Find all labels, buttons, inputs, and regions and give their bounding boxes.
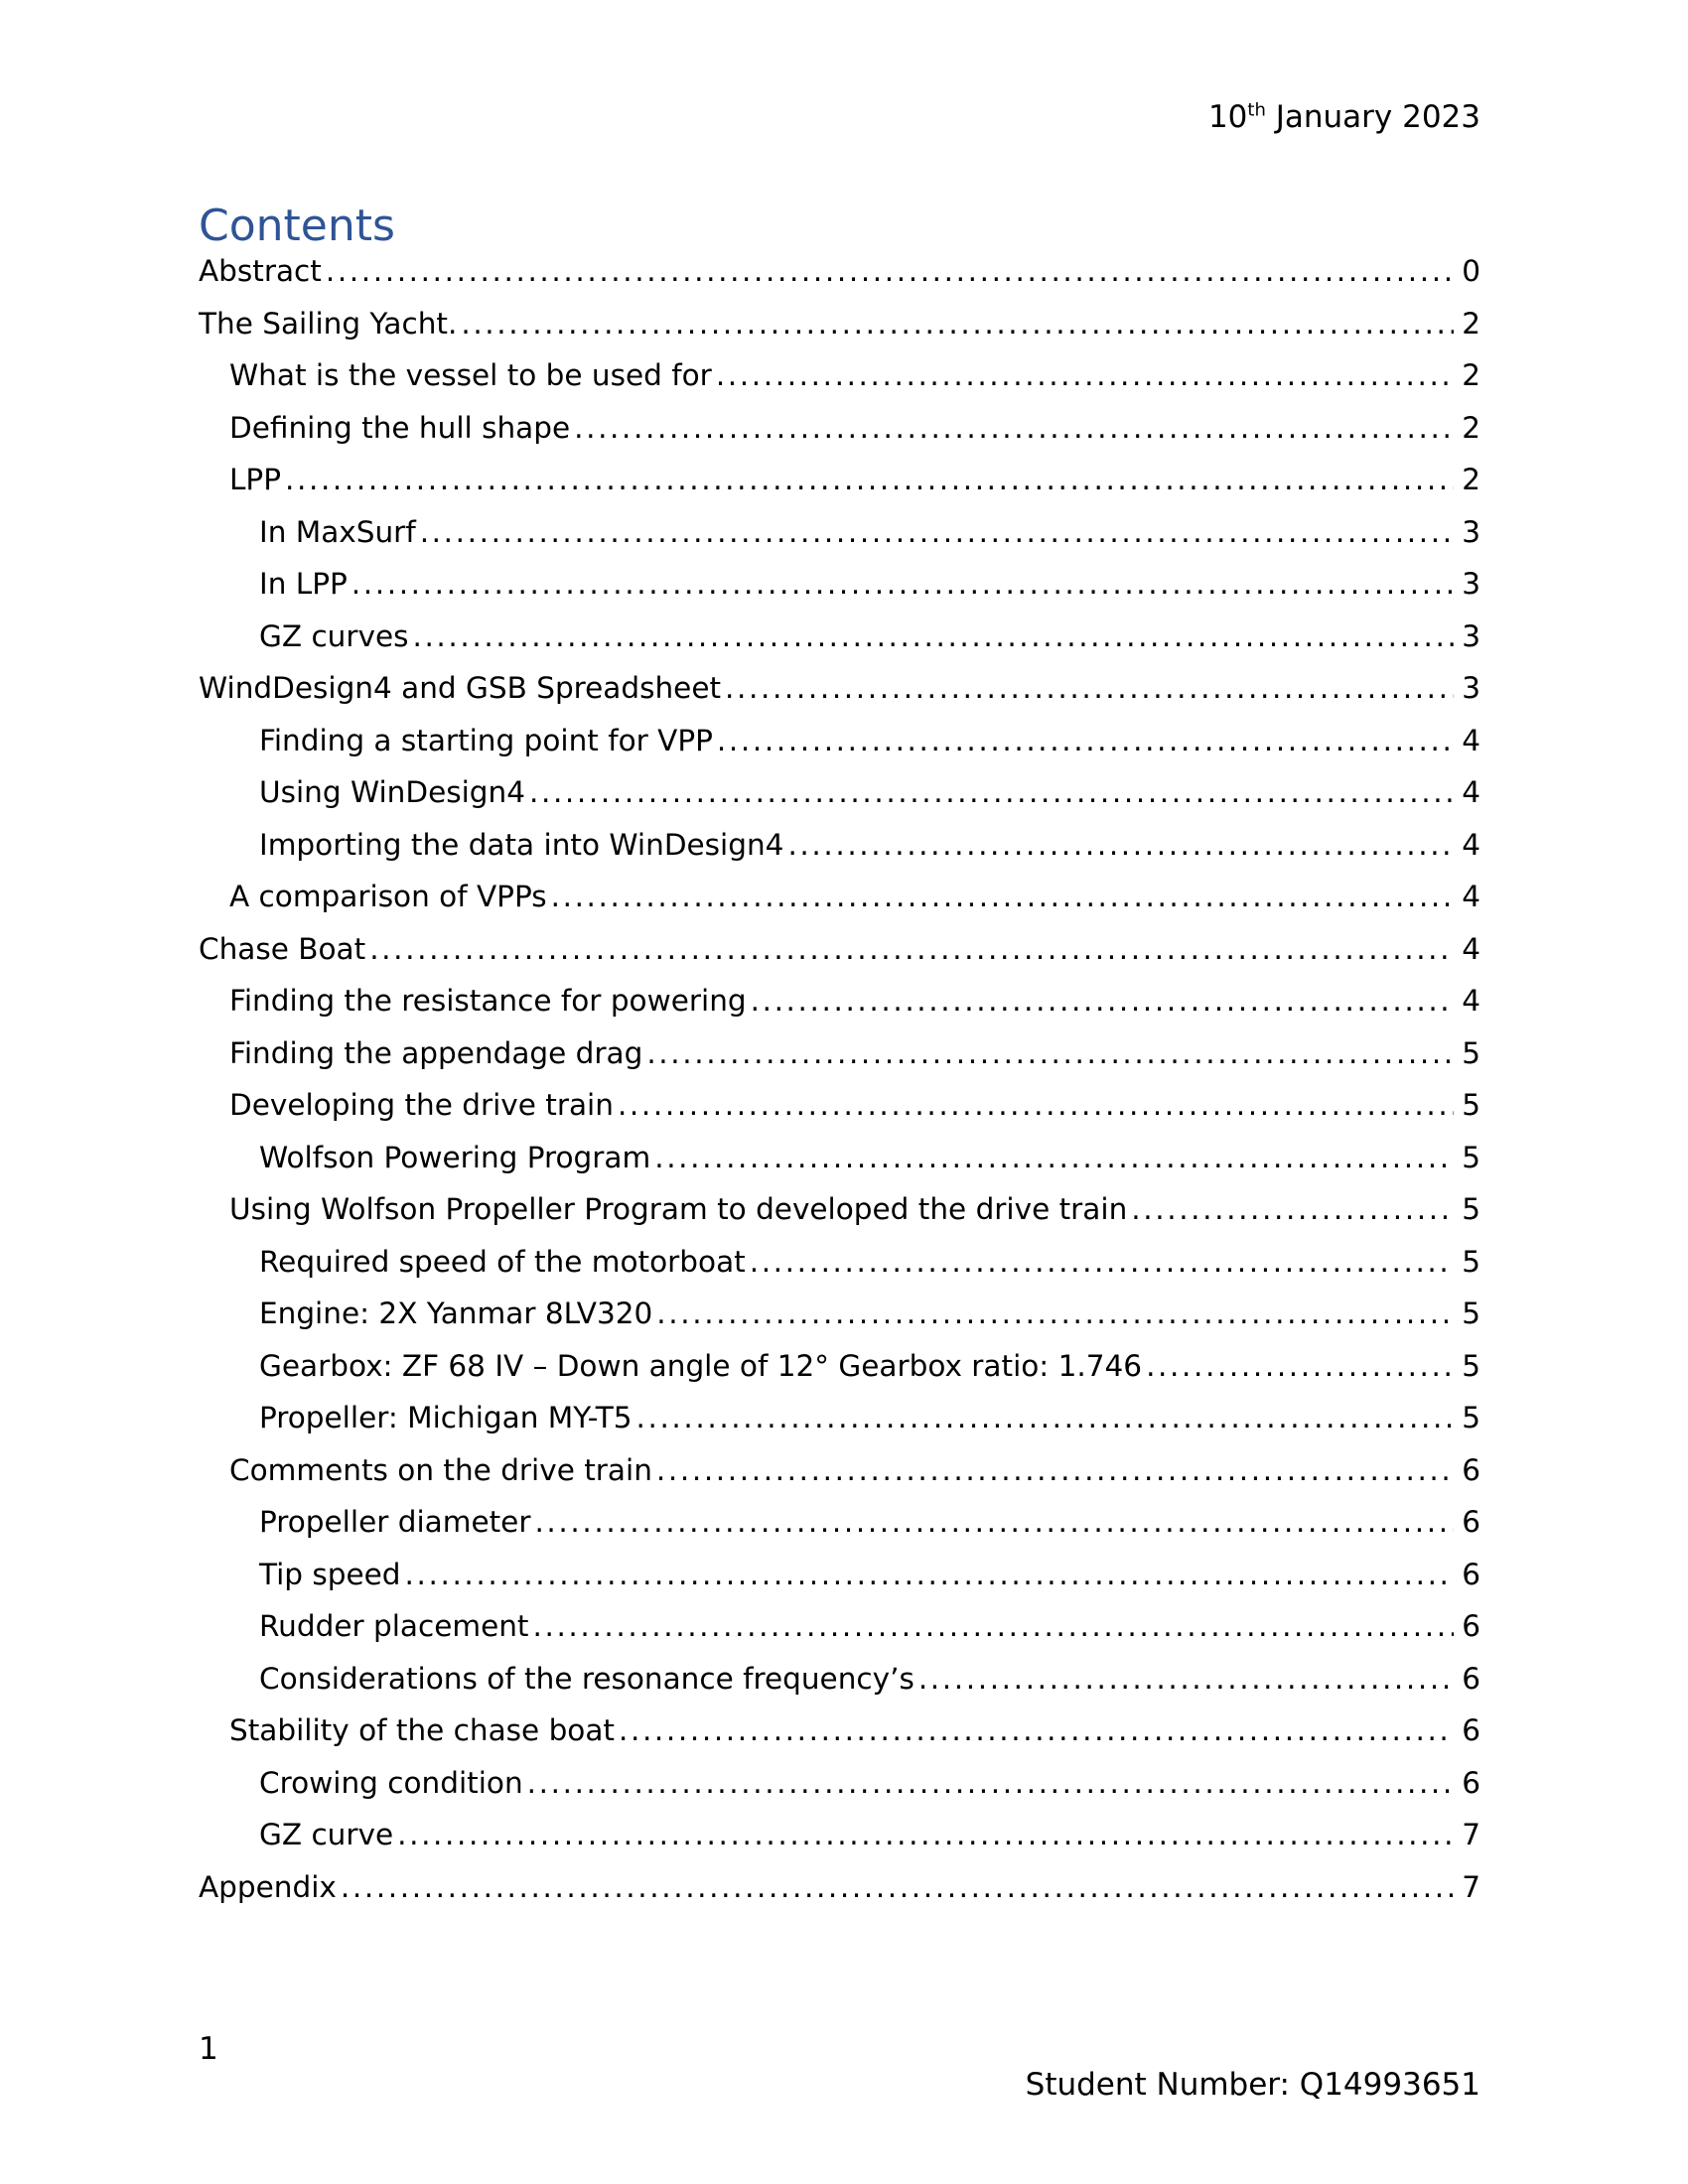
toc-entry-title: Engine: 2X Yanmar 8LV320: [259, 1297, 653, 1330]
toc-entry-page: 4: [1462, 723, 1480, 757]
document-date: [1208, 97, 1480, 137]
toc-entry-title: Finding a starting point for VPP: [259, 723, 713, 757]
toc-dot-leader: [619, 1710, 1454, 1750]
toc-dot-leader: [656, 1450, 1454, 1490]
toc-dot-leader: [533, 1606, 1455, 1646]
page-number: 1: [199, 2031, 218, 2067]
toc-entry[interactable]: [199, 929, 1480, 982]
toc-entry-page: 4: [1462, 775, 1480, 809]
toc-entry[interactable]: [199, 1659, 1480, 1711]
toc-entry[interactable]: [199, 564, 1480, 616]
toc-entry-title: Appendix: [199, 1869, 337, 1904]
toc-dot-leader: [717, 721, 1454, 760]
toc-entry-page: 2: [1462, 463, 1480, 496]
toc-entry-page: 3: [1462, 671, 1480, 705]
toc-entry[interactable]: [199, 512, 1480, 565]
toc-entry[interactable]: [199, 1710, 1480, 1763]
toc-entry-page: 4: [1462, 827, 1480, 862]
toc-dot-leader: [618, 1085, 1454, 1125]
toc-entry[interactable]: [199, 251, 1480, 304]
toc-entry-title: LPP: [229, 463, 282, 496]
toc-dot-leader: [1131, 1189, 1454, 1229]
toc-entry-title: Propeller diameter: [259, 1505, 531, 1539]
toc-dot-leader: [285, 460, 1454, 499]
date-day: 10: [1207, 99, 1248, 135]
toc-entry-page: 6: [1462, 1505, 1480, 1539]
toc-entry-page: 6: [1462, 1557, 1480, 1591]
toc-entry-page: 6: [1462, 1661, 1480, 1696]
toc-entry[interactable]: [199, 1242, 1480, 1295]
toc-dot-leader: [420, 512, 1455, 552]
toc-entry[interactable]: [199, 355, 1480, 408]
toc-entry-title: Defining the hull shape: [229, 410, 571, 445]
toc-entry-page: 2: [1462, 410, 1480, 445]
toc-entry-page: 2: [1462, 358, 1480, 392]
toc-entry-title: Tip speed: [259, 1557, 401, 1591]
toc-entry-title: Required speed of the motorboat: [259, 1244, 746, 1279]
toc-entry-page: 4: [1462, 931, 1480, 966]
toc-entry[interactable]: [199, 825, 1480, 878]
toc-dot-leader: [751, 981, 1455, 1021]
toc-entry[interactable]: [199, 1398, 1480, 1450]
toc-entry[interactable]: [199, 1138, 1480, 1190]
student-number: Student Number: Q14993651: [1025, 2067, 1480, 2103]
toc-dot-leader: [787, 825, 1454, 865]
toc-entry-page: 6: [1462, 1452, 1480, 1487]
toc-dot-leader: [574, 408, 1454, 448]
toc-entry-page: 7: [1462, 1818, 1480, 1851]
toc-entry[interactable]: [199, 1033, 1480, 1086]
toc-entry-page: 3: [1462, 514, 1480, 549]
toc-entry-title: Abstract: [199, 254, 322, 288]
toc-dot-leader: [725, 668, 1454, 708]
toc-entry[interactable]: [199, 1294, 1480, 1346]
toc-entry-page: 5: [1462, 1192, 1480, 1226]
toc-dot-leader: [551, 877, 1455, 916]
toc-entry[interactable]: [199, 616, 1480, 669]
toc-dot-leader: [1146, 1346, 1454, 1386]
toc-entry-title: In LPP: [259, 567, 348, 601]
toc-entry[interactable]: [199, 1555, 1480, 1607]
date-suffix: th: [1247, 99, 1266, 121]
toc-entry-title: Propeller: Michigan MY-T5: [259, 1401, 633, 1434]
toc-entry-title: Gearbox: ZF 68 IV – Down angle of 12° Gearbox ratio: 1.746: [259, 1348, 1143, 1383]
toc-entry-page: 5: [1462, 1401, 1480, 1434]
toc-entry[interactable]: [199, 1867, 1480, 1920]
toc-entry[interactable]: [199, 1763, 1480, 1816]
toc-dot-leader: [352, 564, 1454, 604]
contents-heading: Contents: [199, 201, 395, 251]
toc-entry[interactable]: [199, 1815, 1480, 1867]
toc-entry-title: Considerations of the resonance frequency’s: [259, 1661, 914, 1696]
toc-entry-page: 2: [1462, 306, 1480, 341]
toc-entry-page: 5: [1462, 1035, 1480, 1070]
toc-dot-leader: [326, 251, 1454, 291]
date-month-year: January 2023: [1265, 99, 1480, 135]
toc-entry-title: Crowing condition: [259, 1765, 523, 1800]
toc-entry-title: Finding the appendage drag: [229, 1035, 643, 1070]
toc-dot-leader: [656, 1294, 1454, 1333]
toc-entry-title: A comparison of VPPs: [229, 880, 547, 913]
toc-dot-leader: [534, 1502, 1454, 1542]
toc-entry[interactable]: [199, 721, 1480, 773]
toc-entry-title: Using WinDesign4: [259, 775, 525, 809]
toc-entry-page: 3: [1462, 618, 1480, 653]
toc-entry-title: Importing the data into WinDesign4: [259, 827, 784, 862]
toc-dot-leader: [369, 929, 1454, 969]
toc-entry-page: 3: [1462, 567, 1480, 601]
toc-entry-title: Rudder placement: [259, 1609, 529, 1643]
toc-entry-title: Chase Boat: [199, 931, 366, 966]
toc-entry-title: Developing the drive train: [229, 1088, 614, 1122]
toc-entry[interactable]: [199, 1189, 1480, 1242]
toc-entry-page: 0: [1462, 254, 1480, 288]
toc-entry[interactable]: [199, 304, 1480, 356]
toc-entry[interactable]: [199, 877, 1480, 929]
toc-entry-title: Wolfson Powering Program: [259, 1140, 651, 1174]
toc-dot-leader: [750, 1242, 1455, 1282]
toc-entry[interactable]: [199, 1606, 1480, 1659]
toc-entry-title: What is the vessel to be used for: [229, 358, 712, 392]
toc-entry-title: The Sailing Yacht.: [199, 306, 458, 341]
toc-entry[interactable]: [199, 772, 1480, 825]
toc-dot-leader: [397, 1815, 1454, 1854]
toc-entry[interactable]: [199, 408, 1480, 461]
toc-entry-page: 5: [1462, 1297, 1480, 1330]
toc-entry-title: Comments on the drive train: [229, 1452, 652, 1487]
table-of-contents: [199, 251, 1480, 1919]
toc-entry-page: 6: [1462, 1765, 1480, 1800]
toc-dot-leader: [405, 1555, 1455, 1594]
toc-dot-leader: [918, 1659, 1454, 1699]
toc-dot-leader: [654, 1138, 1454, 1177]
toc-dot-leader: [529, 772, 1454, 812]
toc-entry[interactable]: [199, 668, 1480, 721]
toc-entry[interactable]: [199, 1346, 1480, 1399]
toc-dot-leader: [527, 1763, 1455, 1803]
toc-entry[interactable]: [199, 1502, 1480, 1555]
toc-entry-page: 4: [1462, 880, 1480, 913]
toc-entry-page: 4: [1462, 984, 1480, 1018]
toc-entry-title: In MaxSurf: [259, 514, 416, 549]
toc-entry-page: 5: [1462, 1088, 1480, 1122]
toc-entry[interactable]: [199, 981, 1480, 1033]
toc-entry-page: 6: [1462, 1609, 1480, 1643]
toc-dot-leader: [461, 304, 1454, 343]
toc-dot-leader: [341, 1867, 1454, 1907]
toc-entry-page: 6: [1462, 1713, 1480, 1747]
toc-dot-leader: [646, 1033, 1454, 1073]
toc-dot-leader: [716, 355, 1454, 395]
toc-entry-title: Stability of the chase boat: [229, 1713, 615, 1747]
toc-dot-leader: [412, 616, 1454, 656]
toc-entry-title: GZ curves: [259, 618, 409, 653]
toc-entry-page: 5: [1462, 1140, 1480, 1174]
toc-entry-page: 7: [1462, 1869, 1480, 1904]
toc-entry-page: 5: [1462, 1348, 1480, 1383]
toc-entry[interactable]: [199, 460, 1480, 512]
toc-entry[interactable]: [199, 1450, 1480, 1503]
toc-entry-page: 5: [1462, 1244, 1480, 1279]
toc-entry[interactable]: [199, 1085, 1480, 1138]
toc-entry-title: GZ curve: [259, 1818, 394, 1851]
toc-entry-title: Finding the resistance for powering: [229, 984, 747, 1018]
toc-entry-title: WindDesign4 and GSB Spreadsheet: [199, 671, 722, 705]
toc-dot-leader: [635, 1398, 1454, 1437]
toc-entry-title: Using Wolfson Propeller Program to developed the drive train: [229, 1192, 1128, 1226]
